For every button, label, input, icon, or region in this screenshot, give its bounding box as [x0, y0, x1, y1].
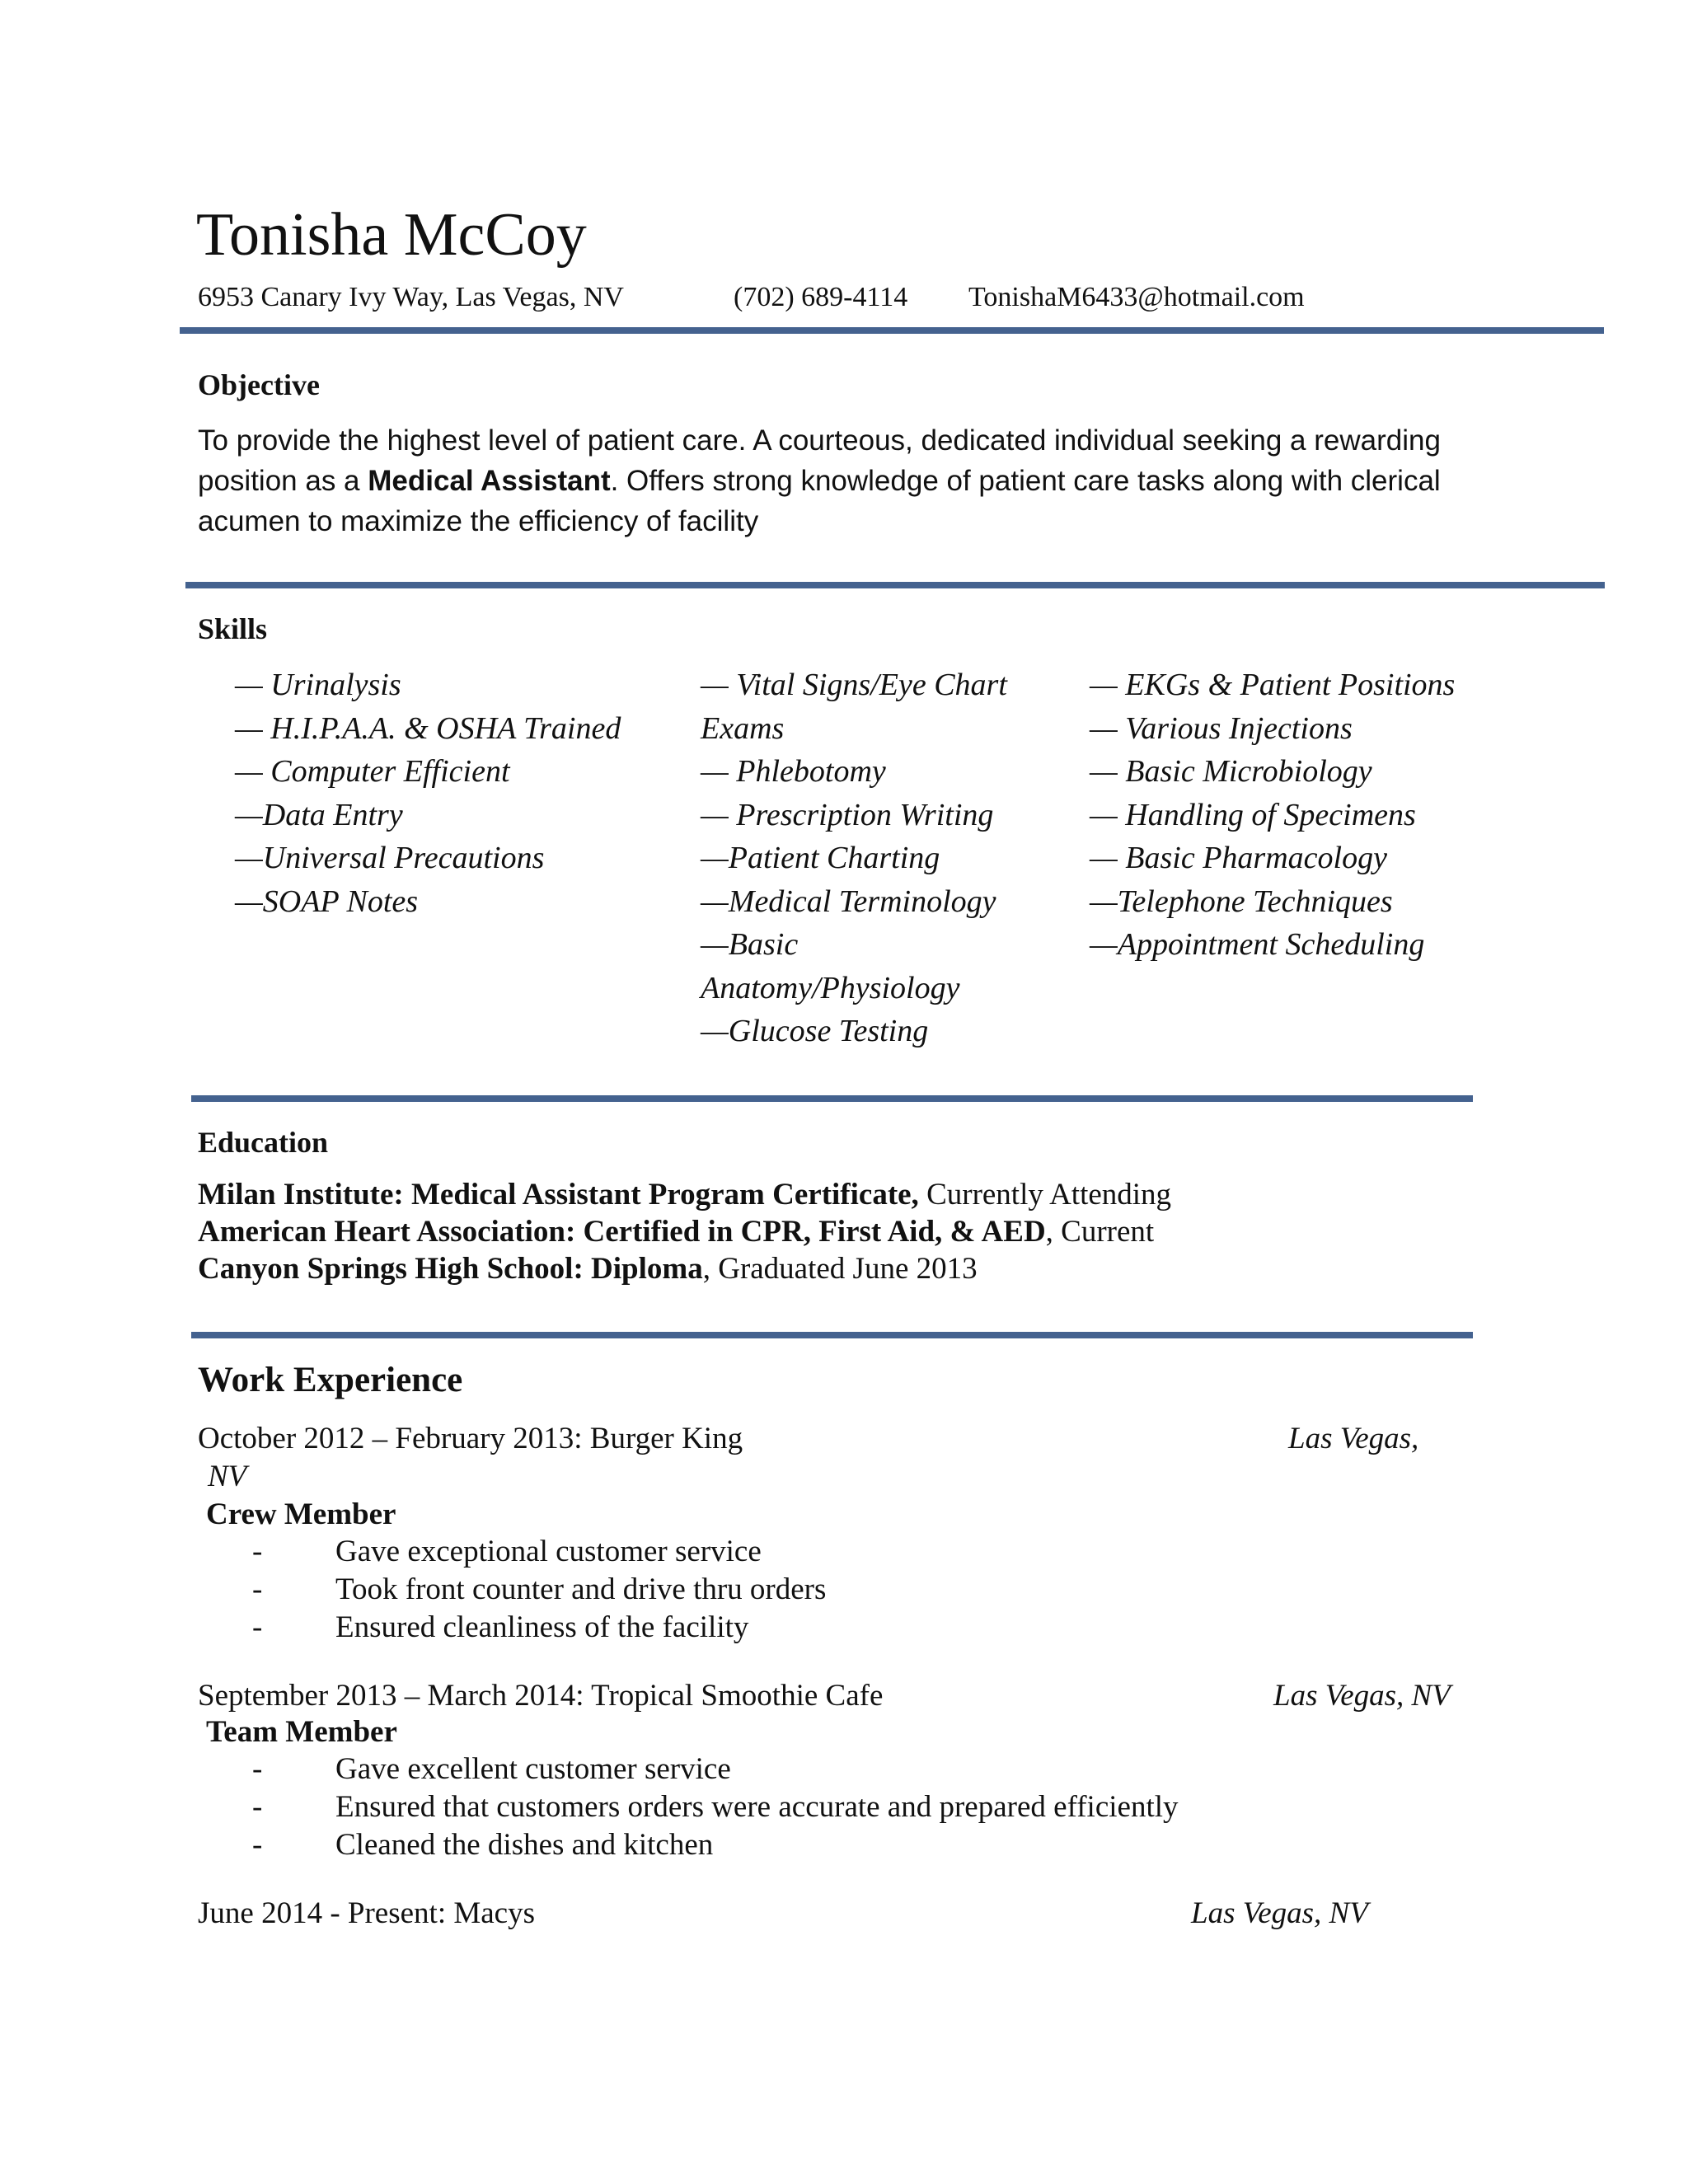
job-duty-text: Cleaned the dishes and kitchen: [335, 1828, 714, 1862]
skill-item: —Data Entry: [235, 797, 403, 832]
skill-item: — Prescription Writing: [701, 797, 994, 832]
objective-text: [198, 420, 1484, 541]
skill-item: —Medical Terminology: [701, 883, 996, 919]
skills-column-2: [701, 663, 1007, 1053]
education-entry-status: , Current: [1045, 1215, 1155, 1249]
job-location: Las Vegas,: [1288, 1422, 1419, 1455]
bullet-dash: -: [252, 1535, 263, 1568]
job-role: Team Member: [206, 1715, 397, 1749]
contact-address: 6953 Canary Ivy Way, Las Vegas, NV: [198, 282, 624, 312]
skill-item: —Basic: [701, 927, 799, 962]
education-entry-status: , Graduated June 2013: [702, 1252, 978, 1286]
objective-bold-role: Medical Assistant: [368, 465, 611, 497]
bullet-dash: -: [252, 1572, 263, 1606]
job-duty-text: Gave excellent customer service: [335, 1752, 731, 1786]
skill-item: —Universal Precautions: [235, 841, 545, 875]
job-duty: [198, 1610, 748, 1645]
skill-item: — H.I.P.A.A. & OSHA Trained: [235, 710, 621, 746]
objective-text-part1: To provide the highest level of patient care. A courteous, dedicated individual seeking a rewarding position as a: [198, 424, 1441, 497]
education-entry: [198, 1251, 978, 1286]
skills-column-3: [1090, 663, 1455, 967]
work-experience-heading: Work Experience: [198, 1361, 463, 1399]
contact-email: TonishaM6433@hotmail.com: [968, 282, 1305, 312]
job-duty-text: Ensured that customers orders were accurate and prepared efficiently: [335, 1790, 1179, 1824]
education-entry-title: Milan Institute: Medical Assistant Program Certificate,: [198, 1178, 919, 1212]
contact-phone: (702) 689-4114: [734, 282, 908, 312]
skill-item: Anatomy/Physiology: [701, 970, 960, 1005]
job-duty: [198, 1827, 713, 1863]
job-location: Las Vegas, NV: [1273, 1679, 1451, 1713]
skill-item: Exams: [701, 710, 785, 746]
skill-item: — Basic Pharmacology: [1090, 841, 1387, 875]
job-duty-text: Took front counter and drive thru orders: [335, 1572, 827, 1606]
skill-item: —Patient Charting: [701, 841, 940, 875]
skills-column-1: [235, 663, 621, 923]
bullet-dash: -: [252, 1790, 263, 1824]
skill-item: —Telephone Techniques: [1090, 883, 1393, 919]
job-location: Las Vegas, NV: [1191, 1896, 1368, 1930]
skill-item: —SOAP Notes: [235, 883, 419, 919]
skill-item: — Various Injections: [1090, 710, 1353, 746]
job-duty: [198, 1572, 826, 1607]
job-duty: [198, 1789, 1179, 1825]
education-entry: [198, 1214, 1154, 1249]
bullet-dash: -: [252, 1828, 263, 1862]
job-dates-employer: September 2013 – March 2014: Tropical Smoothie Cafe: [198, 1679, 884, 1713]
job-dates-employer: June 2014 - Present: Macys: [198, 1896, 535, 1930]
skill-item: — Urinalysis: [235, 668, 401, 702]
education-entry-title: American Heart Association: Certified in CPR, First Aid, & AED: [198, 1215, 1046, 1249]
objective-divider: [185, 582, 1605, 588]
education-entry-status: Currently Attending: [918, 1178, 1172, 1212]
objective-text-part2: . Offers strong knowledge of patient care tasks along with clerical acumen to maximize the efficiency of facility: [198, 465, 1441, 537]
skill-item: — Vital Signs/Eye Chart: [701, 668, 1007, 702]
skill-item: —Appointment Scheduling: [1090, 927, 1425, 962]
job-duty-text: Ensured cleanliness of the facility: [335, 1610, 749, 1644]
skill-item: — Handling of Specimens: [1090, 797, 1416, 832]
job-location-wrap: NV: [208, 1460, 247, 1493]
skill-item: — Phlebotomy: [701, 754, 886, 789]
job-duty: [198, 1534, 762, 1569]
skills-heading: Skills: [198, 612, 268, 645]
resume-name: Tonisha McCoy: [196, 201, 587, 269]
bullet-dash: -: [252, 1752, 263, 1786]
job-duty-text: Gave exceptional customer service: [335, 1535, 762, 1568]
objective-heading: Objective: [198, 368, 320, 401]
education-divider: [191, 1332, 1473, 1338]
job-duty: [198, 1751, 731, 1787]
job-dates-employer: October 2012 – February 2013: Burger King: [198, 1422, 743, 1455]
education-entry: [198, 1177, 1171, 1212]
skill-item: — Computer Efficient: [235, 754, 510, 789]
education-heading: Education: [198, 1126, 329, 1159]
skill-item: — EKGs & Patient Positions: [1090, 668, 1456, 702]
skills-divider: [191, 1095, 1473, 1102]
header-divider: [180, 327, 1604, 334]
skill-item: —Glucose Testing: [701, 1014, 929, 1048]
job-role: Crew Member: [206, 1497, 396, 1531]
bullet-dash: -: [252, 1610, 263, 1644]
education-entry-title: Canyon Springs High School: Diploma: [198, 1252, 703, 1286]
skill-item: — Basic Microbiology: [1090, 754, 1372, 789]
